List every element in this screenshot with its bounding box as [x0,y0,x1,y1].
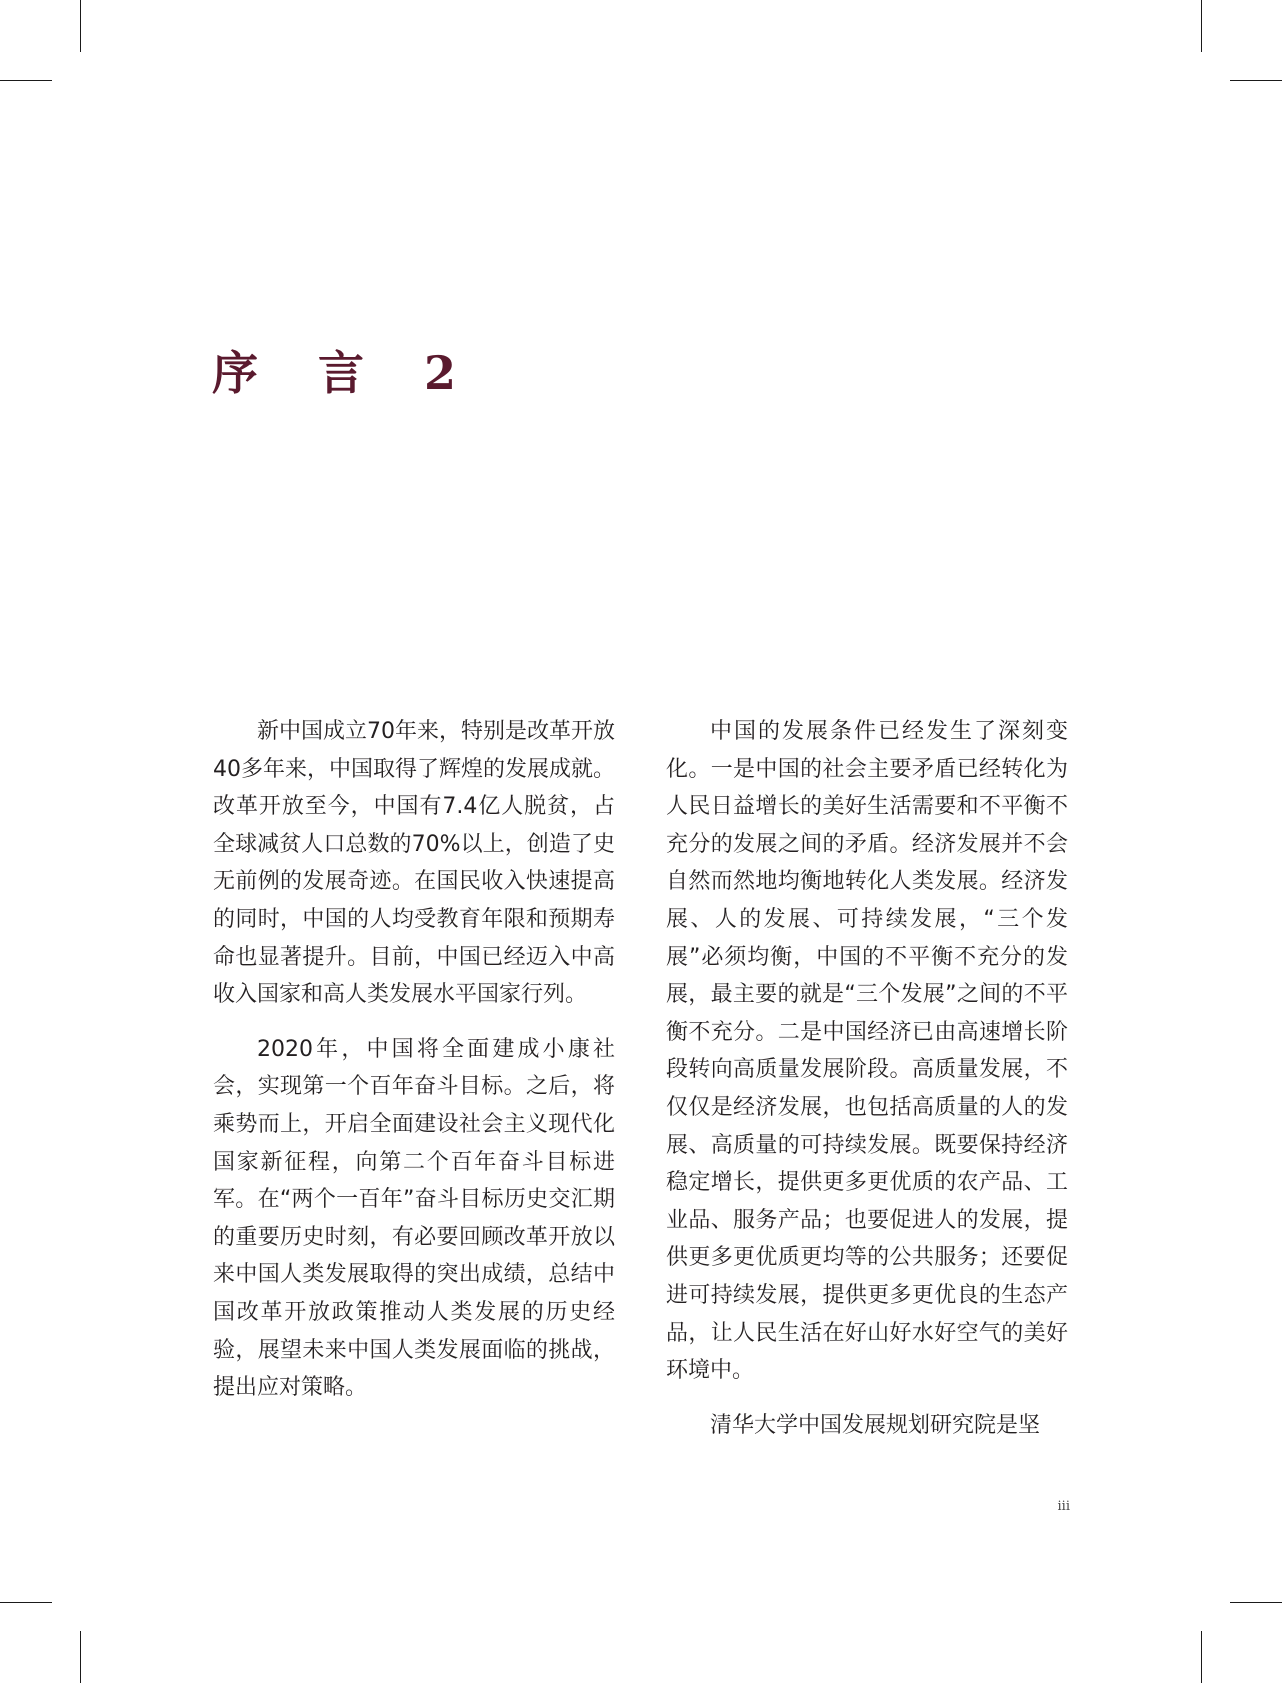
paragraph-1: 新中国成立70年来，特别是改革开放40多年来，中国取得了辉煌的发展成就。改革开放至今，中国有7.4亿人脱贫，占全球减贫人口总数的70%以上，创造了史无前例的发展奇迹。在国民收入快速提高的同时，中国的人均受教育年限和预期寿命也显著提升。目前，中国已经迈入中高收入国家和高人类发展水平国家行列。 [213,719,615,1008]
paragraph-3: 中国的发展条件已经发生了深刻变化。一是中国的社会主要矛盾已经转化为人民日益增长的美好生活需要和不平衡不充分的发展之间的矛盾。经济发展并不会自然而然地均衡地转化人类发展。经济发展、人的发展、可持续发展，“三个发展”必须均衡，中国的不平衡不充分的发展，最主要的就是“三个发展”之间的不平衡不充分。二是中国经济已由高速增长阶段转向高质量发展阶段。高质量发展，不仅仅是经济发展，也包括高质量的人的发展、高质量的可持续发展。既要保持经济稳定增长，提供更多更优质的农产品、工业品、服务产品；也要促进人的发展，提供更多更优质更均等的公共服务；还要促进可持续发展，提供更多更优良的生态产品，让人民生活在好山好水好空气的美好环境中。 [666,719,1068,1384]
crop-mark-top-left-horizontal [0,80,52,81]
paragraph-4: 清华大学中国发展规划研究院是坚 [710,1412,1041,1438]
crop-mark-bottom-left-horizontal [0,1602,52,1603]
page-number: iii [1057,1499,1070,1514]
crop-mark-bottom-right-horizontal [1230,1602,1282,1603]
crop-mark-top-right-vertical [1201,0,1202,52]
page-title: 序 言 2 [212,346,479,400]
paragraph-2: 2020年，中国将全面建成小康社会，实现第一个百年奋斗目标。之后，将乘势而上，开启全面建设社会主义现代化国家新征程，向第二个百年奋斗目标进军。在“两个一百年”奋斗目标历史交汇期的重要历史时刻，有必要回顾改革开放以来中国人类发展取得的突出成绩，总结中国改革开放政策推动人类发展的历史经验，展望未来中国人类发展面临的挑战，提出应对策略。 [213,1036,615,1401]
left-text-column [213,713,615,1424]
crop-mark-top-right-horizontal [1230,80,1282,81]
right-text-column [666,713,1068,1461]
crop-mark-bottom-right-vertical [1201,1631,1202,1683]
crop-mark-top-left-vertical [80,0,81,52]
crop-mark-bottom-left-vertical [80,1631,81,1683]
